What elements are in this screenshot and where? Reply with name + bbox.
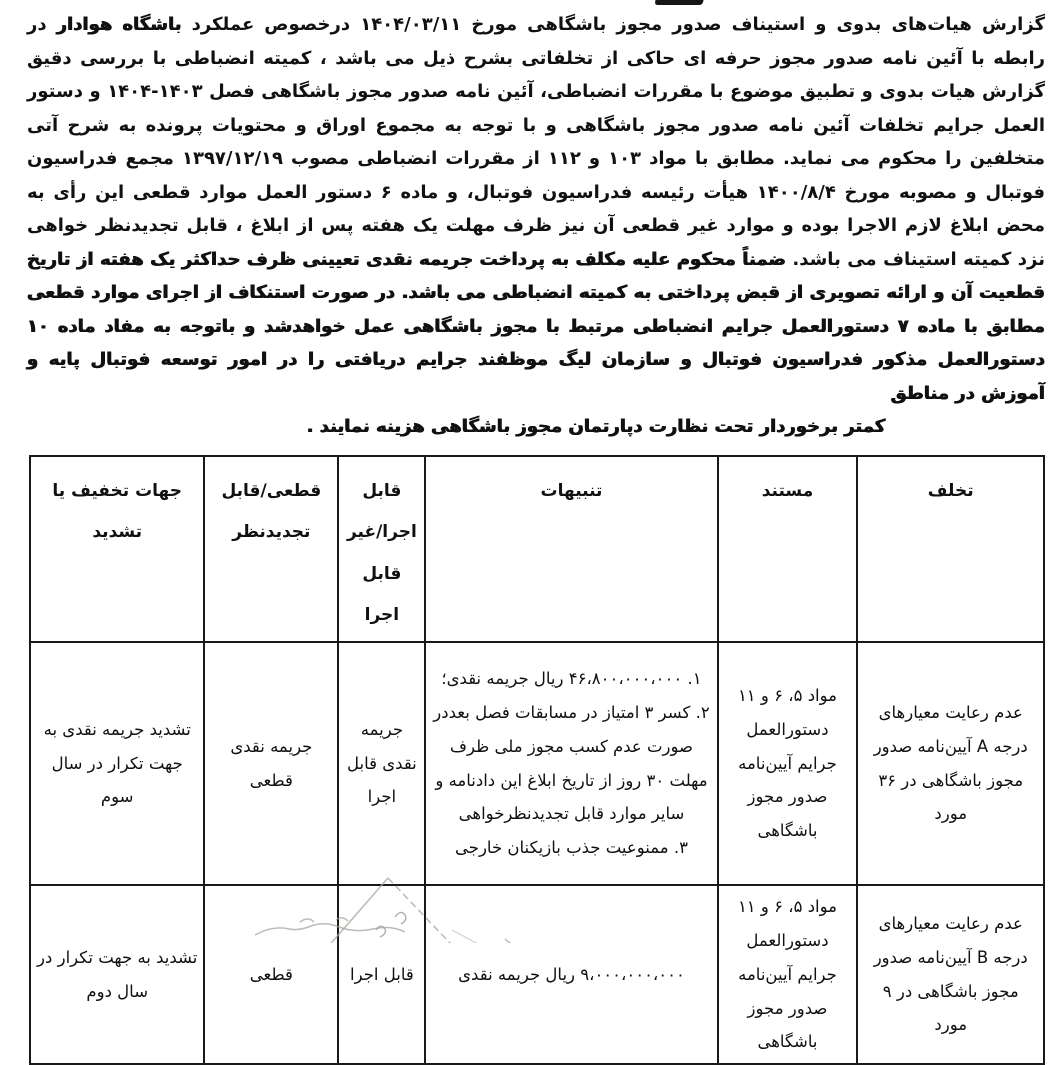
table-row	[30, 885, 1044, 1064]
col-header-enforceability: قابل اجرا/غیر قابل اجرا	[338, 456, 425, 643]
sanctions-table	[29, 455, 1045, 1065]
intro-text-lead: گزارش هیات‌های بدوی و استیناف صدور مجوز باشگاهی مورخ ۱۴۰۴/۰۳/۱۱ درخصوص عملکرد	[182, 14, 1045, 35]
punishments-cell	[425, 885, 717, 1064]
reference-cell: مواد ۵، ۶ و ۱۱ دستورالعمل جرایم آیین‌نامه صدور مجوز باشگاهی	[718, 885, 858, 1064]
punishment-item: ۳. ممنوعیت جذب بازیکنان خارجی	[432, 831, 710, 865]
col-header-aggravation: جهات تخفیف یا تشدید	[30, 456, 204, 643]
punishments-cell	[425, 642, 717, 885]
enforceability-cell: قابل اجرا	[338, 885, 425, 1064]
reference-cell: مواد ۵، ۶ و ۱۱ دستورالعمل جرایم آیین‌نامه صدور مجوز باشگاهی	[718, 642, 858, 885]
punishment-item: ۲. کسر ۳ امتیاز در مسابقات فصل بعددر صورت عدم کسب مجوز ملی ظرف مهلت ۳۰ روز از تاریخ ابلاغ این دادنامه و سایر موارد قابل تجدیدنظرخواهی	[432, 696, 710, 831]
punishment-item: ۱. ۴۶،۸۰۰،۰۰۰،۰۰۰ ریال جریمه نقدی؛	[432, 662, 710, 696]
club-name-bold: باشگاه هوادار	[57, 14, 182, 35]
enforceability-cell: جریمه نقدی قابل اجرا	[338, 642, 425, 885]
obligation-text-bold: ضمناً محکوم علیه مکلف به پرداخت جریمه نقدی تعیینی ظرف حداکثر یک هفته از تاریخ قطعیت آن و ارائه تصویری از قبض پرداختی به کمیته انضباطی می باشد. در صورت استنکاف از اجرای موارد قطعی مطابق با ماده ۷ دستورالعمل جرایم انضباطی مرتبط با مجوز باشگاهی عمل خواهدشد و باتوجه به مفاد ماده ۱۰ دستورالعمل مذکور فدراسیون فوتبال و سازمان لیگ موظفند جرایم دریافتی را در امور توسعه فوتبال پایه و آموزش در مناطق	[27, 249, 1045, 404]
col-header-reference: مستند	[718, 456, 858, 643]
intro-paragraph	[27, 8, 1045, 410]
violation-cell: عدم رعایت معیارهای درجه A آیین‌نامه صدور مجوز باشگاهی در ۳۶ مورد	[857, 642, 1044, 885]
finality-cell: قطعی	[204, 885, 338, 1064]
col-header-violation: تخلف	[857, 456, 1044, 643]
closing-line: کمتر برخوردار تحت نظارت دپارتمان مجوز باشگاهی هزینه نمایند .	[27, 410, 1045, 444]
violation-cell: عدم رعایت معیارهای درجه B آیین‌نامه صدور مجوز باشگاهی در ۹ مورد	[857, 885, 1044, 1064]
finality-cell: جریمه نقدی قطعی	[204, 642, 338, 885]
aggravation-cell: تشدید جریمه نقدی به جهت تکرار در سال سوم	[30, 642, 204, 885]
scan-ink-smudge	[654, 0, 703, 5]
punishment-item: ۹،۰۰۰،۰۰۰،۰۰۰ ریال جریمه نقدی	[432, 958, 710, 992]
col-header-punishments: تنبیهات	[425, 456, 717, 643]
aggravation-cell: تشدید به جهت تکرار در سال دوم	[30, 885, 204, 1064]
intro-text-body: در رابطه با آئین نامه صدور مجوز حرفه ای حاکی از تخلفاتی بشرح ذیل می باشد ، کمیته انضباطی با بررسی دقیق گزارش هیات بدوی و تطبیق موضوع با مقررات انضباطی، آئین نامه صدور مجوز باشگاهی فصل ۱۴۰۳-۱۴۰۴ و دستور العمل جرایم تخلفات آئین نامه صدور مجوز باشگاهی و با توجه به مجموع اوراق و محتویات پرونده به شرح آتی متخلفین را محکوم می نماید. مطابق با مواد ۱۰۳ و ۱۱۲ از مقررات انضباطی مصوب ۱۳۹۷/۱۲/۱۹ مجمع فدراسیون فوتبال و مصوبه مورخ ۱۴۰۰/۸/۴ هیأت رئیسه فدراسیون فوتبال، و ماده ۶ دستور العمل موارد قطعی این رأی به محض ابلاغ لازم الاجرا بوده و موارد غیر قطعی آن نیز ظرف مهلت یک هفته پس از ابلاغ ، قابل تجدیدنظر خواهی نزد کمیته استیناف می باشد.	[27, 14, 1045, 270]
table-header-row	[30, 456, 1044, 643]
col-header-finality: قطعی/قابل تجدیدنظر	[204, 456, 338, 643]
table-row	[30, 642, 1044, 885]
